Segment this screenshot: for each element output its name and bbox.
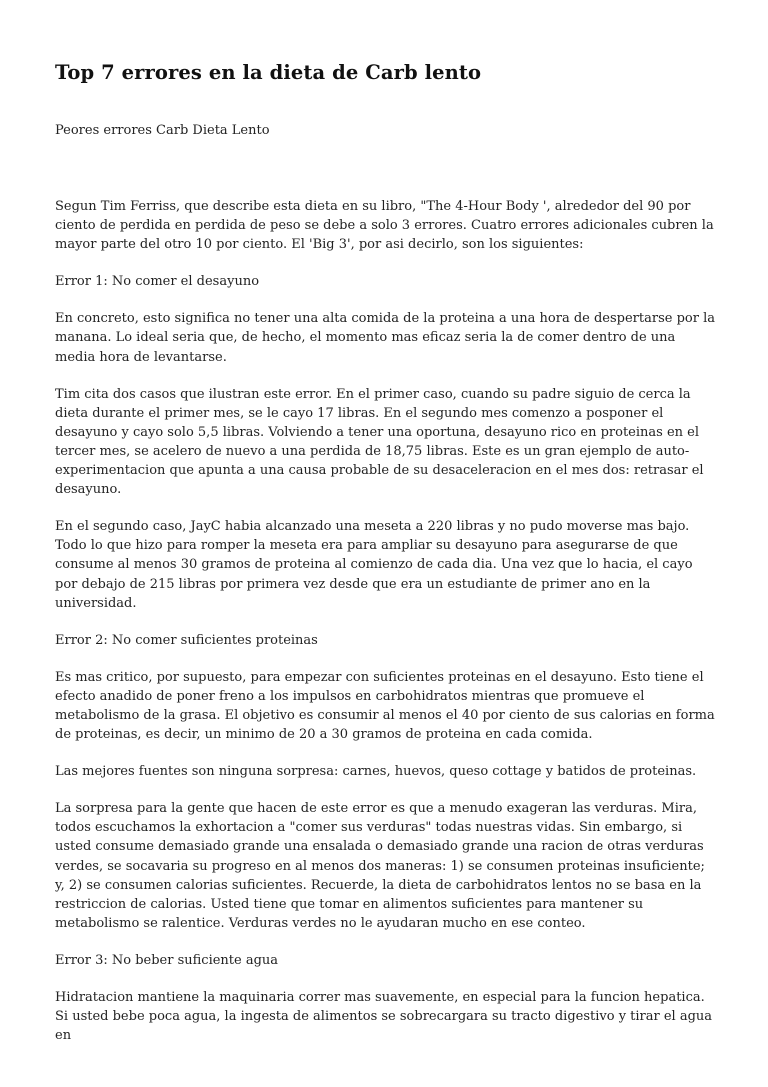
error-2-heading: Error 2: No comer suficientes proteinas [55, 632, 318, 648]
body-paragraph: Es mas critico, por supuesto, para empezar con suficientes proteinas en el desayuno. Esto tiene el efecto anadido de poner freno a los impulsos en carbohidratos mientras que promueve el metabolismo de la grasa. El objetivo es consumir al menos el 40 por ciento de sus calorias en forma de proteinas, es decir, un minimo de 20 a 30 gramos de proteina en cada comida. [55, 669, 715, 743]
body-paragraph: En concreto, esto significa no tener una alta comida de la proteina a una hora de despertarse por la manana. Lo ideal seria que, de hecho, el momento mas eficaz seria la de comer dentro de una media hora de levantarse. [55, 311, 715, 365]
document-subtitle: Peores errores Carb Dieta Lento [55, 123, 270, 138]
document-title: Top 7 errores en la dieta de Carb lento [55, 61, 482, 84]
body-paragraph: Las mejores fuentes son ninguna sorpresa: carnes, huevos, queso cottage y batidos de proteinas. [55, 764, 697, 780]
body-paragraph: Tim cita dos casos que ilustran este error. En el primer caso, cuando su padre siguio de cerca la dieta durante el primer mes, se le cayo 17 libras. En el segundo mes comenzo a posponer el desayuno y cayo solo 5,5 libras. Volviendo a tener una oportuna, desayuno rico en proteinas en el tercer mes, se acelero de nuevo a una perdida de 18,75 libras. Este es un gran ejemplo de auto-experimentacion que apunta a una causa probable de su desaceleracion en el mes dos: retrasar el desayuno. [55, 386, 704, 498]
body-paragraph: En el segundo caso, JayC habia alcanzado una meseta a 220 libras y no pudo moverse mas bajo. Todo lo que hizo para romper la meseta era para ampliar su desayuno para asegurarse de que consume al menos 30 gramos de proteina al comienzo de cada dia. Una vez que lo hacia, el cayo por debajo de 215 libras por primera vez desde que era un estudiante de primer ano en la universidad. [55, 519, 693, 611]
document-body [55, 197, 715, 1063]
intro-paragraph: Segun Tim Ferriss, que describe esta dieta en su libro, "The 4-Hour Body ', alrededor del 90 por ciento de perdida en perdida de peso se debe a solo 3 errores. Cuatro errores adicionales cubren la mayor parte del otro 10 por ciento. El 'Big 3', por asi decirlo, son los siguientes: [55, 199, 714, 253]
body-paragraph: La sorpresa para la gente que hacen de este error es que a menudo exageran las verduras. Mira, todos escuchamos la exhortacion a "comer sus verduras" todas nuestras vidas. Sin embargo, si usted consume demasiado grande una ensalada o demasiado grande una racion de otras verduras verdes, se socavaria su progreso en al menos dos maneras: 1) se consumen proteinas insuficiente; y, 2) se consumen calorias suficientes. Recuerde, la dieta de carbohidratos lentos no se basa en la restriccion de calorias. Usted tiene que tomar en alimentos suficientes para mantener su metabolismo se ralentice. Verduras verdes no le ayudaran mucho en ese conteo. [55, 801, 705, 931]
body-paragraph: Hidratacion mantiene la maquinaria correr mas suavemente, en especial para la funcion hepatica. Si usted bebe poca agua, la ingesta de alimentos se sobrecargara su tracto digestivo y tirar el agua en [55, 990, 713, 1044]
error-3-heading: Error 3: No beber suficiente agua [55, 952, 279, 968]
error-1-heading: Error 1: No comer el desayuno [55, 274, 260, 290]
